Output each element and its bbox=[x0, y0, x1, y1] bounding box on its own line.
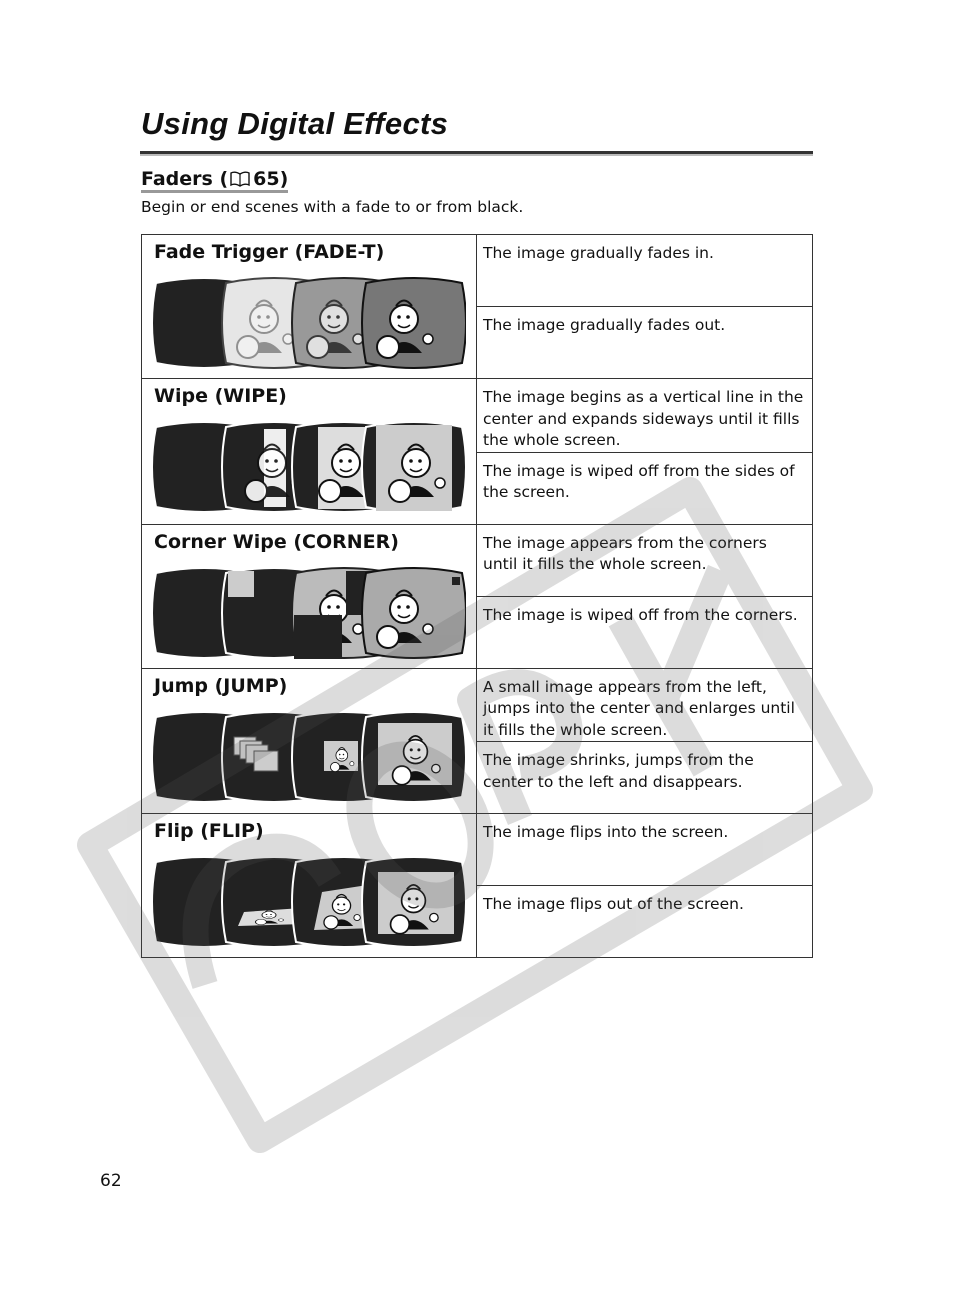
effect-cell bbox=[142, 524, 477, 668]
effect-desc-out: The image shrinks, jumps from the center to the left and disappears. bbox=[477, 742, 813, 814]
effect-cell bbox=[142, 668, 477, 814]
effect-desc-out: The image flips out of the screen. bbox=[477, 886, 813, 958]
effects-table bbox=[141, 234, 813, 958]
effect-row-corner bbox=[142, 524, 813, 596]
effect-row-wipe bbox=[142, 379, 813, 453]
corner-illustration bbox=[152, 567, 466, 659]
effect-name: Flip (FLIP) bbox=[154, 820, 264, 842]
wipe-illustration bbox=[152, 421, 466, 513]
section-heading bbox=[141, 168, 288, 193]
fade-illustration bbox=[152, 277, 466, 369]
effect-name: Fade Trigger (FADE-T) bbox=[154, 241, 385, 263]
page-number: 62 bbox=[100, 1171, 122, 1191]
effect-desc-out: The image is wiped off from the corners. bbox=[477, 596, 813, 668]
effect-cell bbox=[142, 814, 477, 958]
effect-desc-out: The image gradually fades out. bbox=[477, 307, 813, 379]
effect-desc-in: The image gradually fades in. bbox=[477, 235, 813, 307]
effect-name: Jump (JUMP) bbox=[154, 674, 288, 697]
effect-desc-in: The image appears from the corners until it fills the whole screen. bbox=[477, 524, 813, 596]
effect-desc-in: The image begins as a vertical line in the center and expands sideways until it fills the whole screen. bbox=[477, 379, 813, 453]
section-intro: Begin or end scenes with a fade to or from black. bbox=[141, 198, 524, 216]
page-title: Using Digital Effects bbox=[141, 106, 449, 141]
jump-illustration bbox=[152, 711, 466, 803]
effect-desc-out: The image is wiped off from the sides of the screen. bbox=[477, 452, 813, 524]
effect-desc-in: The image flips into the screen. bbox=[477, 814, 813, 886]
effect-cell bbox=[142, 379, 477, 525]
effect-desc-in: A small image appears from the left, jumps into the center and enlarges until it fills the whole screen. bbox=[477, 668, 813, 742]
effect-row-fade bbox=[142, 235, 813, 307]
title-rule bbox=[140, 151, 813, 154]
section-name: Faders ( bbox=[141, 168, 229, 190]
effect-row-jump bbox=[142, 668, 813, 742]
flip-illustration bbox=[152, 856, 466, 948]
effect-name: Wipe (WIPE) bbox=[154, 385, 287, 407]
section-page-ref: 65) bbox=[253, 168, 289, 190]
book-icon bbox=[230, 171, 250, 187]
effect-row-flip bbox=[142, 814, 813, 886]
effect-name: Corner Wipe (CORNER) bbox=[154, 530, 399, 553]
effect-cell bbox=[142, 235, 477, 379]
